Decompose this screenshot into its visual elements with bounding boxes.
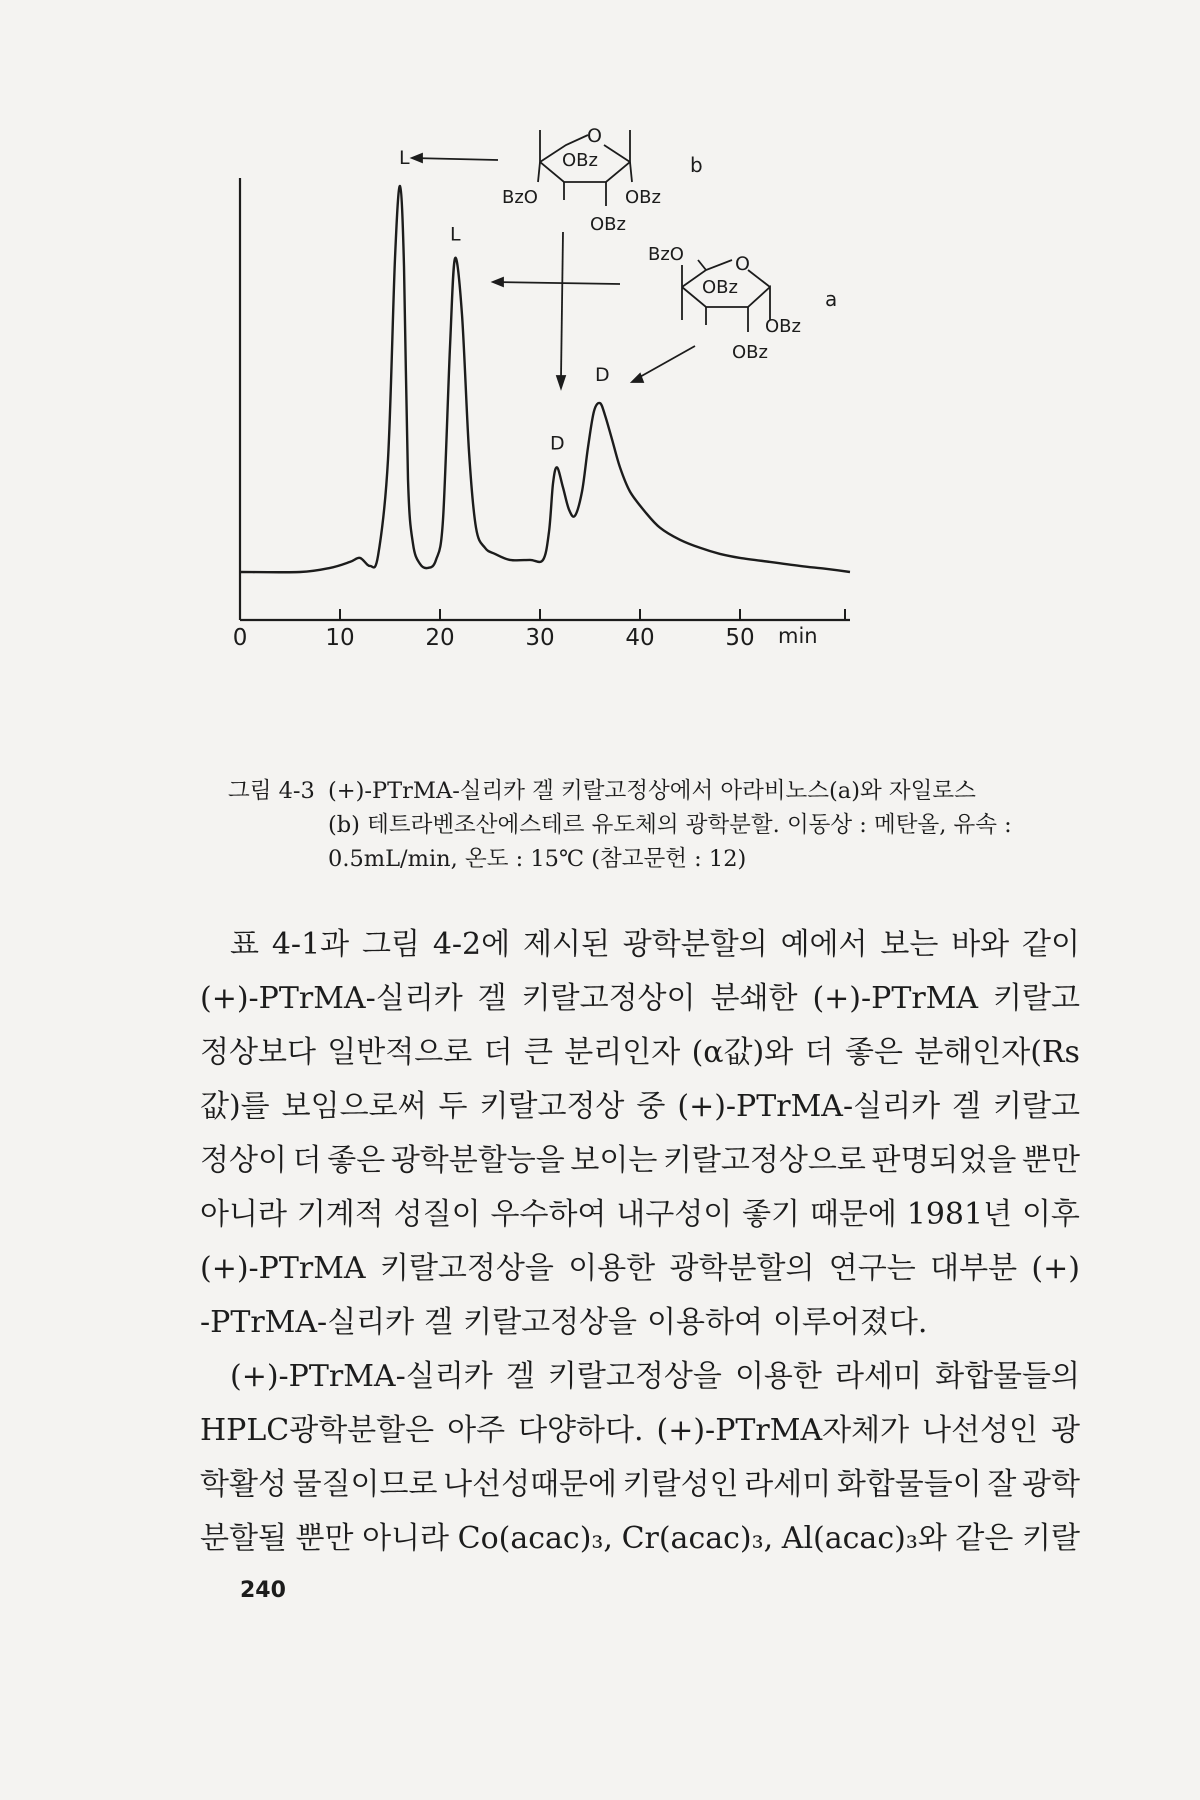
body-word: 좋기 — [742, 1197, 801, 1232]
body-word: 같이 — [1022, 927, 1080, 962]
body-text — [200, 918, 1080, 1566]
body-word: 키랄고 — [993, 1089, 1080, 1124]
substituent-b-bottom: OBz — [590, 214, 626, 235]
body-word: 분쇄한 — [710, 981, 798, 1016]
body-line — [200, 1080, 1080, 1134]
body-word: 1981년 — [906, 1197, 1013, 1232]
body-line — [200, 1404, 1080, 1458]
body-word: 키랄고정상으로 — [662, 1143, 866, 1178]
page-number: 240 — [240, 1578, 286, 1603]
x-ticks — [233, 609, 845, 651]
body-word: 보임으로써 — [281, 1089, 427, 1124]
xylose-tetrabenzoate-structure — [502, 125, 703, 235]
body-word: 그림 — [362, 927, 420, 962]
substituent-a-bottom: OBz — [732, 342, 768, 363]
body-word: 라세미 — [835, 1359, 922, 1394]
body-word: (+)-PTrMA자체가 — [656, 1413, 910, 1448]
body-line — [200, 1134, 1080, 1188]
body-word: 광학분할의 — [622, 927, 768, 962]
body-word: 이용하여 — [647, 1305, 763, 1340]
body-word: 아니라 — [362, 1521, 450, 1556]
body-word: 4-2에 — [432, 927, 511, 962]
body-word: 이용한 — [734, 1359, 822, 1394]
caption-line-1: (+)-PTrMA-실리카 겔 키랄고정상에서 아라비노스(a)와 자일로스 — [328, 778, 976, 804]
x-tick-label: 40 — [625, 625, 655, 651]
body-word: 키랄고정상을 — [463, 1305, 638, 1340]
body-word: 화합물들의 — [935, 1359, 1080, 1394]
body-word: 연구는 — [828, 1251, 916, 1286]
body-word: 광 — [1050, 1413, 1080, 1448]
body-word: (+)-PTrMA-실리카 — [230, 1359, 493, 1394]
body-word: 이후 — [1021, 1197, 1080, 1232]
body-word: 광학 — [1022, 1467, 1080, 1502]
body-word: 광학분할능을 — [390, 1143, 565, 1178]
body-line — [200, 972, 1080, 1026]
body-word: 잘 — [987, 1467, 1017, 1502]
body-word: 나선성때문에 — [443, 1467, 618, 1502]
body-word: Co(acac)₃, — [457, 1521, 613, 1556]
body-word: 아주 — [447, 1413, 506, 1448]
body-word: 성질이 — [393, 1197, 481, 1232]
body-word: 바와 — [951, 927, 1010, 962]
body-word: 겔 — [477, 981, 507, 1016]
body-word: 아니라 — [200, 1197, 287, 1232]
body-word: 정상보다 — [200, 1035, 316, 1070]
body-word: 다양하다. — [518, 1413, 644, 1448]
body-word: 광학분할의 — [669, 1251, 815, 1286]
caption-label: 그림 4-3 — [228, 778, 315, 804]
x-tick-label: 0 — [232, 625, 248, 651]
body-word: 키랄 — [1021, 1521, 1080, 1556]
body-word: 키랄고 — [993, 981, 1080, 1016]
body-word: 뿐만 — [1022, 1143, 1080, 1178]
body-word: 정상이 — [200, 1143, 287, 1178]
body-word: -PTrMA-실리카 — [200, 1305, 415, 1340]
body-word: 키랄고정상 — [479, 1089, 625, 1124]
body-word: (+) — [1031, 1251, 1080, 1286]
body-word: 학활성 — [200, 1467, 287, 1502]
body-line — [200, 918, 1080, 972]
body-word: 4-1과 — [271, 927, 350, 962]
body-word: 물질이므로 — [292, 1467, 438, 1502]
body-word: 겔 — [952, 1089, 982, 1124]
body-word: (+)-PTrMA-실리카 — [200, 981, 463, 1016]
body-word: 표 — [230, 927, 259, 962]
body-line — [200, 1458, 1080, 1512]
x-tick-label: 20 — [425, 625, 455, 651]
substituent-a-top: BzO — [648, 244, 684, 265]
substituent-a-ring: OBz — [702, 277, 738, 298]
ring-oxygen-b: O — [587, 125, 602, 147]
body-word: 판명되었을 — [871, 1143, 1017, 1178]
compound-b-label: b — [690, 153, 703, 177]
body-word: 좋은 — [844, 1035, 903, 1070]
body-word: 겔 — [505, 1359, 535, 1394]
body-word: 뿐만 — [295, 1521, 354, 1556]
body-word: (+)-PTrMA — [812, 981, 979, 1016]
compound-a-label: a — [825, 287, 838, 311]
body-word: 키랄성인 — [622, 1467, 739, 1502]
body-word: 예에서 — [780, 927, 868, 962]
body-word: 보는 — [880, 927, 939, 962]
body-word: 값)를 — [200, 1089, 270, 1124]
body-word: 같은 — [955, 1521, 1014, 1556]
substituent-b-right: OBz — [625, 187, 661, 208]
body-word: 기계적 — [296, 1197, 384, 1232]
body-word: 대부분 — [930, 1251, 1018, 1286]
body-word: Al(acac)₃와 — [781, 1521, 947, 1556]
body-word: 나선성인 — [922, 1413, 1038, 1448]
x-tick-label: 30 — [525, 625, 555, 651]
body-word: 키랄고정상을 — [547, 1359, 722, 1394]
body-word: 보이는 — [570, 1143, 658, 1178]
caption-line-2: (b) 테트라벤조산에스테르 유도체의 광학분할. 이동상 : 메탄올, 유속 : — [328, 812, 1012, 838]
chromatogram-trace — [240, 186, 850, 572]
arabinose-tetrabenzoate-structure — [648, 244, 837, 363]
body-word: 때문에 — [809, 1197, 897, 1232]
body-word: 중 — [636, 1089, 666, 1124]
body-word: (α값)와 — [691, 1035, 794, 1070]
body-word: 화합물들이 — [836, 1467, 982, 1502]
body-word: 제시된 — [522, 927, 610, 962]
peak-label: D — [550, 432, 565, 455]
peak-label: L — [450, 223, 461, 246]
x-tick-label: 50 — [725, 625, 755, 651]
body-line — [200, 1296, 1080, 1350]
body-word: HPLC광학분할은 — [200, 1413, 435, 1448]
body-word: 내구성이 — [616, 1197, 733, 1232]
body-word: 우수하여 — [490, 1197, 607, 1232]
body-word: 분할될 — [200, 1521, 287, 1556]
body-word: 키랄고정상을 — [379, 1251, 554, 1286]
body-word: 키랄고정상이 — [521, 981, 696, 1016]
body-word: 분해인자(Rs — [914, 1035, 1080, 1070]
substituent-a-right: OBz — [765, 316, 801, 337]
body-word: 라세미 — [744, 1467, 832, 1502]
body-line — [200, 1512, 1080, 1566]
body-word: 이용한 — [568, 1251, 656, 1286]
x-unit-label: min — [778, 624, 818, 648]
body-word: 더 — [804, 1035, 834, 1070]
figure-caption — [228, 774, 1088, 876]
x-tick-label: 10 — [325, 625, 355, 651]
substituent-b-top: OBz — [562, 150, 598, 171]
body-word: 겔 — [424, 1305, 454, 1340]
body-line — [200, 1188, 1080, 1242]
body-word: 이루어졌다. — [772, 1305, 928, 1340]
body-word: 분리인자 — [564, 1035, 681, 1070]
body-word: 좋은 — [327, 1143, 386, 1178]
body-word: 더 — [292, 1143, 322, 1178]
peak-label: D — [595, 364, 610, 387]
body-line — [200, 1242, 1080, 1296]
body-word: 두 — [438, 1089, 468, 1124]
peak-label: L — [399, 147, 410, 169]
body-word: 일반적으로 — [327, 1035, 473, 1070]
caption-line-3: 0.5mL/min, 온도 : 15℃ (참고문헌 : 12) — [328, 846, 747, 872]
body-word: 더 — [483, 1035, 513, 1070]
substituent-b-left: BzO — [502, 187, 538, 208]
body-word: (+)-PTrMA-실리카 — [677, 1089, 941, 1124]
body-word: 큰 — [523, 1035, 553, 1070]
body-line — [200, 1026, 1080, 1080]
chromatogram-figure — [232, 120, 1000, 740]
body-word: (+)-PTrMA — [200, 1251, 366, 1286]
body-line — [200, 1350, 1080, 1404]
ring-oxygen-a: O — [735, 253, 750, 275]
body-word: Cr(acac)₃, — [621, 1521, 774, 1556]
